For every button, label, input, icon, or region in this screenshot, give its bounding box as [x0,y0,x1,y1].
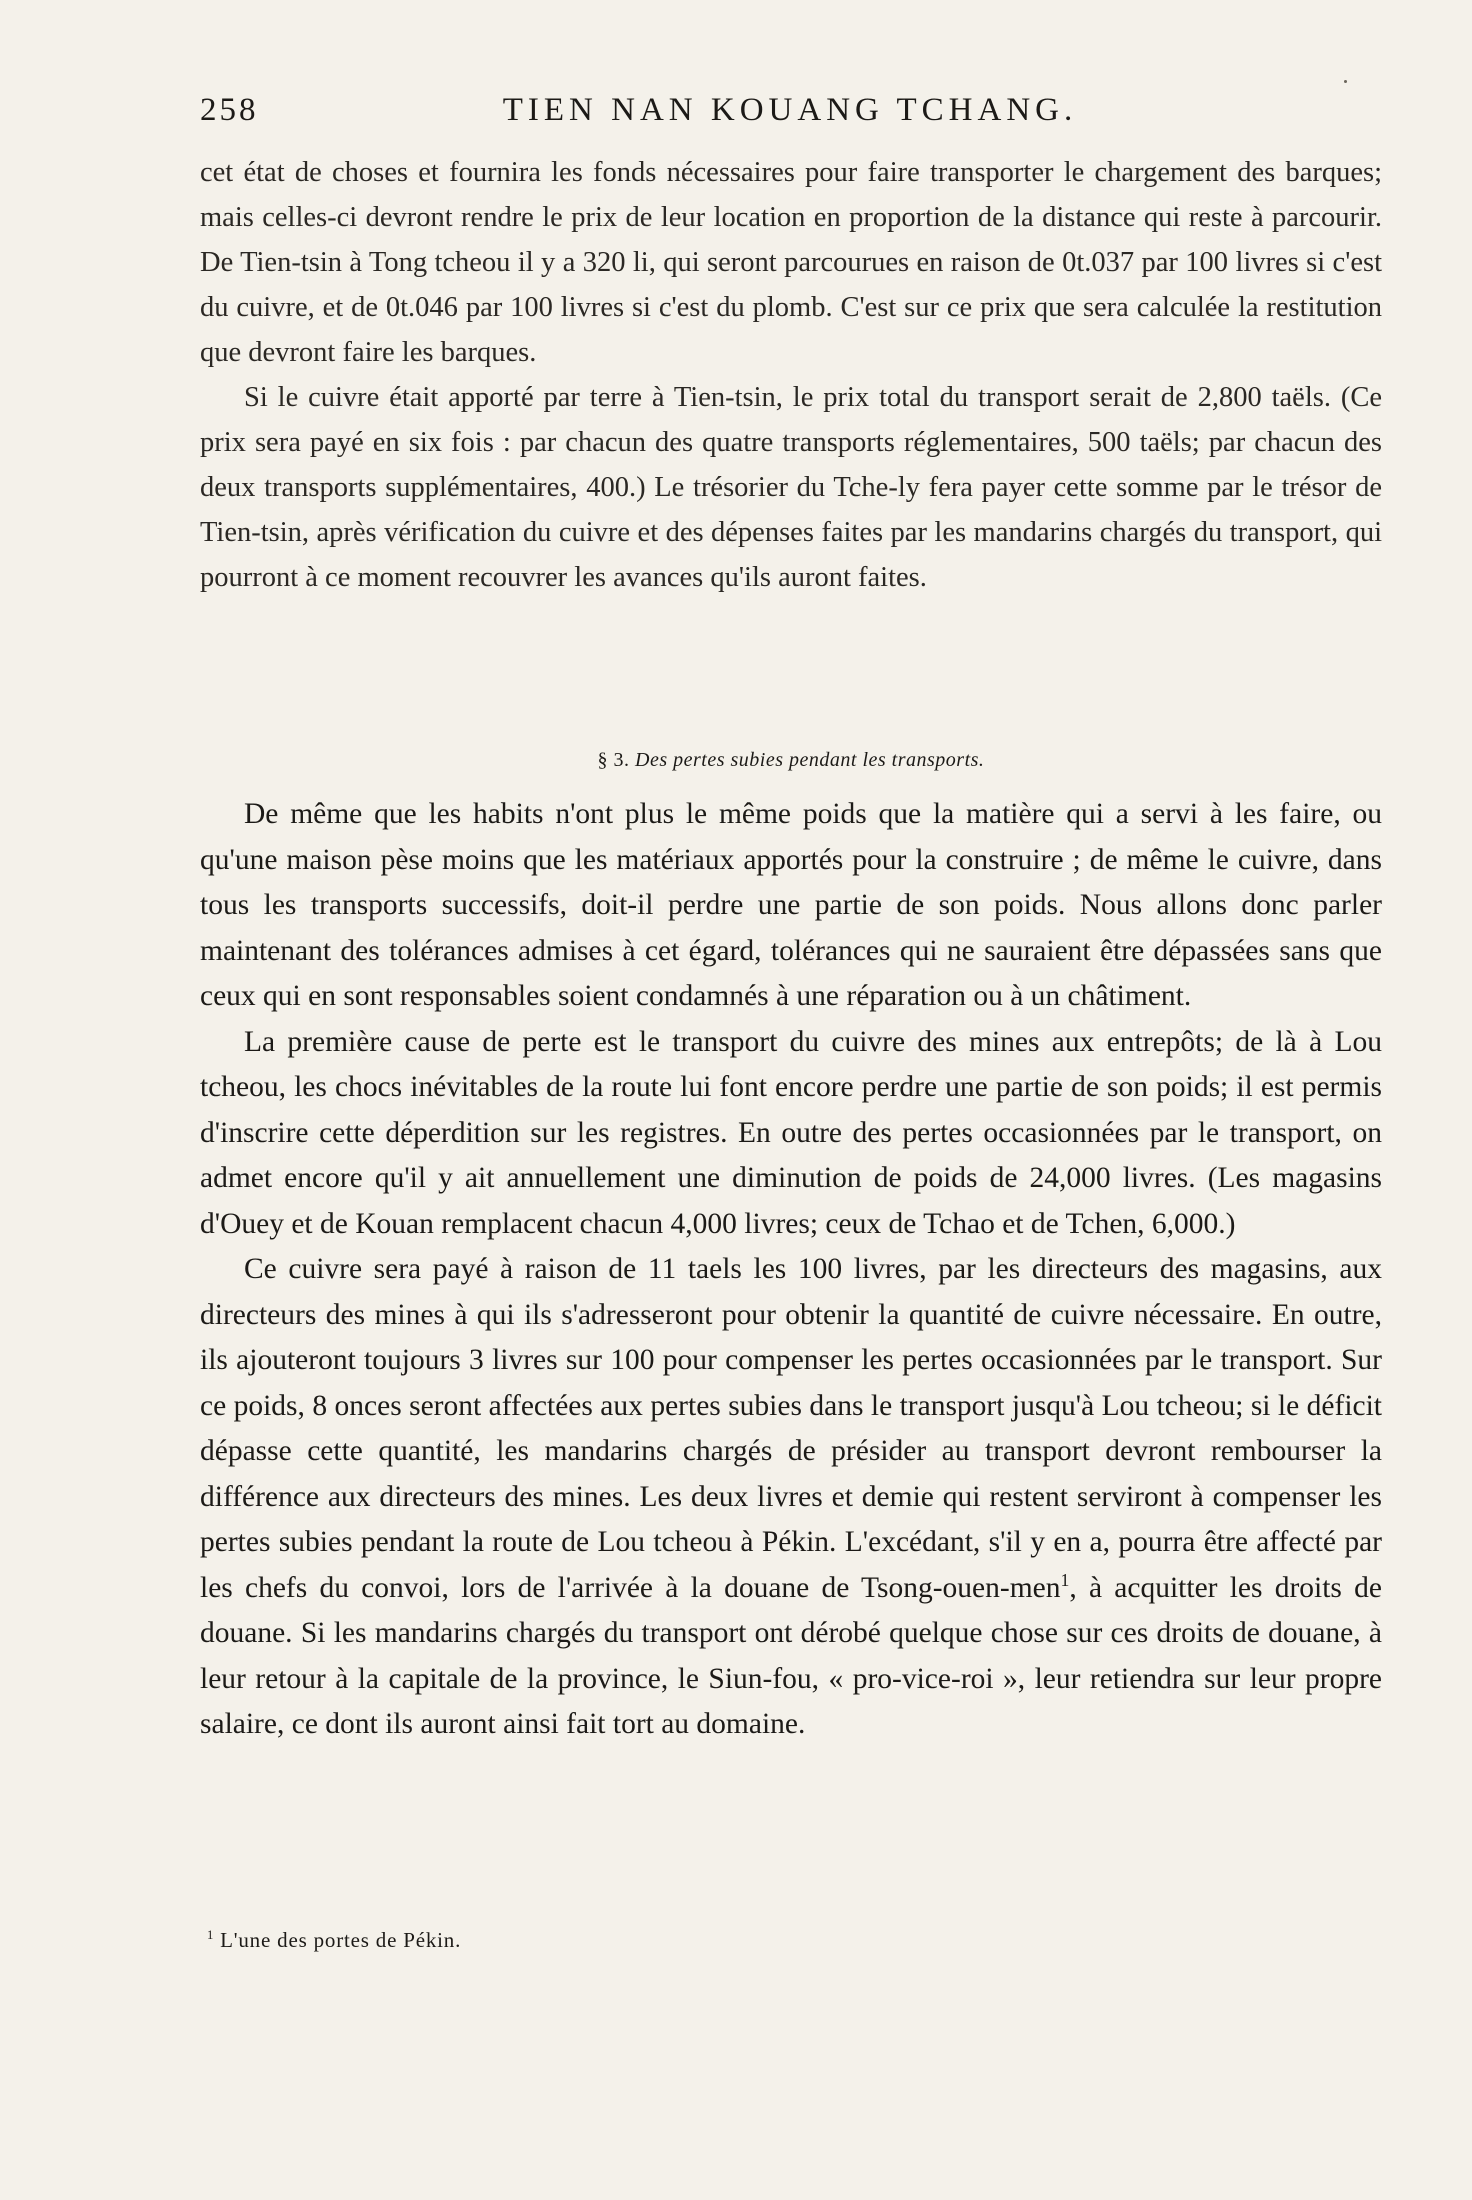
paragraph-transport-price: Si le cuivre était apporté par terre à Tien-tsin, le prix total du transport serait de 2,800 taëls. (Ce prix sera payé en six fois : par chacun des quatre transports réglementaires, 500 taëls; par chacun des deux transports supplémentaires, 400.) Le trésorier du Tche-ly fera payer cette somme par le trésor de Tien-tsin, après vérification du cuivre et des dépenses faites par les mandarins chargés du transport, qui pourront à ce moment recouvrer les avances qu'ils auront faites. [200,382,1382,593]
section-number: § 3. [597,749,630,771]
text-block-top [200,150,1382,600]
footnote [207,1928,1307,1953]
running-title: TIEN NAN KOUANG TCHANG. [502,92,1078,128]
ink-speck [1344,80,1347,83]
paragraph-copper-payment [200,1247,1382,1748]
section-heading [200,749,1382,772]
paragraph-first-cause: La première cause de perte est le transport du cuivre des mines aux entrepôts; de là à Lou tcheou, les chocs inévitables de la route lui font encore perdre une partie de son poids; il est permis d'inscrire cette déperdition sur les registres. En outre des pertes occasionnées par le transport, on admet encore qu'il y ait annuellement une diminution de poids de 24,000 livres. (Les magasins d'Ouey et de Kouan remplacent chacun 4,000 livres; ceux de Tchao et de Tchen, 6,000.) [200,1025,1382,1240]
footnote-marker: 1 [207,1928,215,1942]
footnote-reference[interactable]: 1 [1060,1569,1070,1590]
paragraph-copper-payment-part1: Ce cuivre sera payé à raison de 11 taels les 100 livres, par les directeurs des magasins, aux directeurs des mines à qui ils s'adresseront pour obtenir la quantité de cuivre nécessaire. En outre, ils ajouteront toujours 3 livres sur 100 pour compenser les pertes occasionnées par le transport. Sur ce poids, 8 onces seront affectées aux pertes subies dans le transport jusqu'à Lou tcheou; si le déficit dépasse cette quantité, les mandarins chargés de présider au transport devront rembourser la différence aux directeurs des mines. Les deux livres et demie qui restent serviront à compenser les pertes subies pendant la route de Lou tcheou à Pékin. L'excédant, s'il y en a, pourra être affecté par les chefs du convoi, lors de l'arrivée à la douane de Tsong-ouen-men [200,1253,1382,1604]
paragraph-continuation: cet état de choses et fournira les fonds nécessaires pour faire transporter le chargement des barques; mais celles-ci devront rendre le prix de leur location en proportion de la distance qui reste à parcourir. De Tien-tsin à Tong tcheou il y a 320 li, qui seront parcourues en raison de 0t.037 par 100 livres si c'est du cuivre, et de 0t.046 par 100 livres si c'est du plomb. C'est sur ce prix que sera calculée la restitution que devront faire les barques. [200,157,1382,368]
running-head [200,92,1380,132]
paragraph-copper-payment-part2: , à acquitter les droits de douane. Si les mandarins chargés du transport ont dérobé quelque chose sur ces droits de douane, à leur retour à la capitale de la province, le Siun-fou, « pro-vice-roi », leur retiendra sur leur propre salaire, ce dont ils auront ainsi fait tort au domaine. [200,1571,1382,1740]
page-number: 258 [200,92,259,128]
paragraph-losses-intro: De même que les habits n'ont plus le même poids que la matière qui a servi à les faire, ou qu'une maison pèse moins que les matériaux apportés pour la construire ; de même le cuivre, dans tous les transports successifs, doit-il perdre une partie de son poids. Nous allons donc parler maintenant des tolérances admises à cet égard, tolérances qui ne sauraient être dépassées sans que ceux qui en sont responsables soient condamnés à une réparation ou à un châtiment. [200,798,1382,1012]
text-block-bottom [200,792,1382,1748]
footnote-text: L'une des portes de Pékin. [220,1928,462,1952]
section-title: Des pertes subies pendant les transports. [635,749,985,771]
